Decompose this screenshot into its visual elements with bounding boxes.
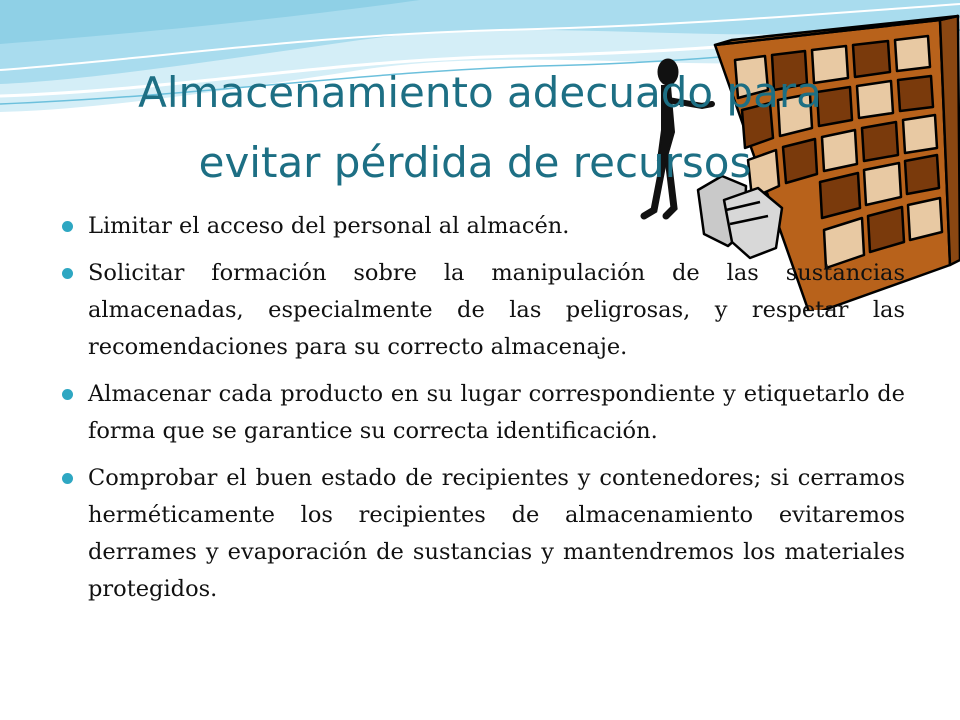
bullet-item — [62, 255, 905, 366]
bullet-text: Limitar el acceso del personal al almacén. — [88, 213, 570, 239]
slide-title — [40, 58, 920, 198]
title-line-2: evitar pérdida de recursos — [198, 138, 752, 187]
bullet-dot-icon — [62, 389, 73, 400]
bullet-text: Solicitar formación sobre la manipulación de las sustancias almacenadas, especialmente de las peligrosas, y respetar las recomendaciones para su correcto almacenaje. — [88, 260, 905, 360]
bullet-item — [62, 376, 905, 450]
bullet-dot-icon — [62, 268, 73, 279]
bullet-dot-icon — [62, 473, 73, 484]
bullet-item — [62, 460, 905, 608]
bullet-item — [62, 208, 905, 245]
bullet-text: Almacenar cada producto en su lugar correspondiente y etiquetarlo de forma que se garantice su correcta identificación. — [88, 381, 905, 444]
title-line-1: Almacenamiento adecuado para — [138, 68, 822, 117]
bullet-list — [62, 208, 905, 618]
bullet-text: Comprobar el buen estado de recipientes y contenedores; si cerramos herméticamente los recipientes de almacenamiento evitaremos derrames y evaporación de sustancias y mantendremos los materiales protegidos. — [88, 465, 905, 602]
bullet-dot-icon — [62, 221, 73, 232]
